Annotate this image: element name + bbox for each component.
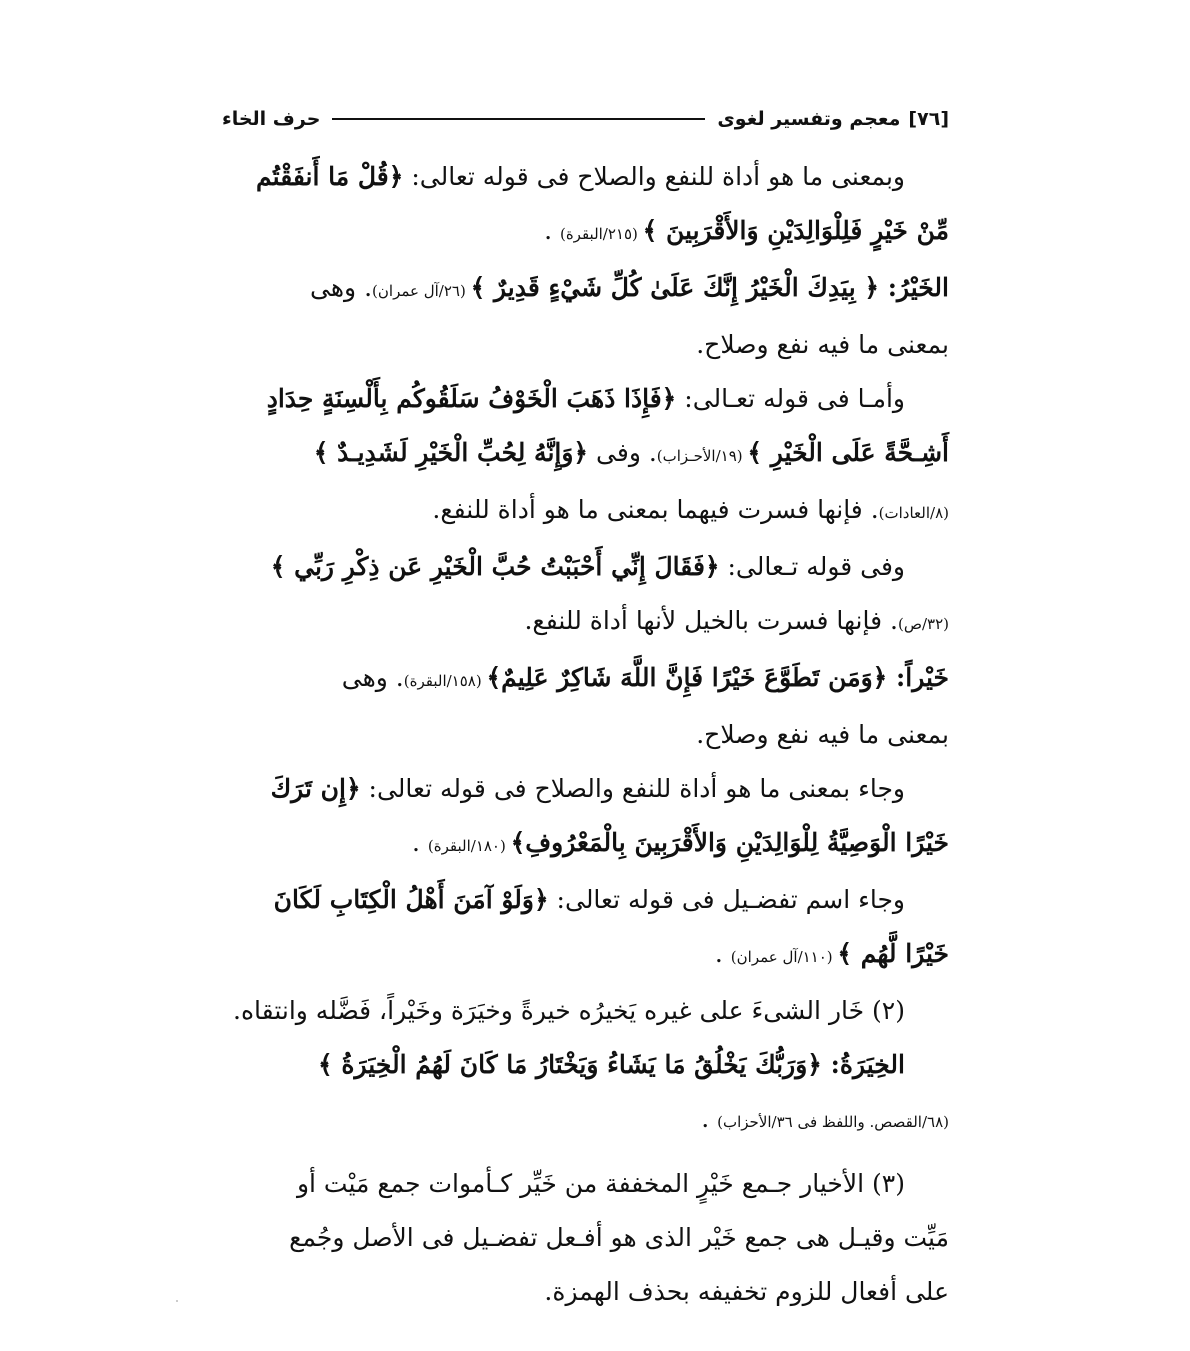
text-line: خَيْراً: ﴿وَمَن تَطَوَّعَ خَيْرًا فَإِنَّ اللَّهَ شَاكِرٌ عَلِيمٌ﴾ (١٥٨/البقرة). وهى xyxy=(341,663,949,692)
verse-reference: (٣٢/ص) xyxy=(897,615,949,633)
quran-verse: ﴿فَإِذَا ذَهَبَ الْخَوْفُ سَلَقُوكُم بِأَلْسِنَةٍ حِدَادٍ xyxy=(266,384,677,413)
verse-reference: (١٨٠/البقرة) xyxy=(427,837,511,855)
quran-verse: ﴿ بِيَدِكَ الْخَيْرُ إِنَّكَ عَلَىٰ كُلِّ شَيْءٍ قَدِيرٌ ﴾ xyxy=(470,273,880,302)
verse-reference: (٨/العادات) xyxy=(878,504,949,522)
text-line: مَيِّت وقيـل هى جمع خَيْر الذى هو أفـعل تفضـيل فى الأصل وجُمع xyxy=(289,1223,949,1252)
verse-reference: (١٥٨/البقرة) xyxy=(403,672,487,690)
verse-reference: (٦٨/القصص. واللفظ فى ٣٦/الأحزاب) xyxy=(717,1113,949,1131)
text-line: (٦٨/القصص. واللفظ فى ٣٦/الأحزاب) . xyxy=(701,1104,949,1133)
quran-verse: أَشِـحَّةً عَلَى الْخَيْرِ ﴾ xyxy=(747,438,949,467)
verse-reference: (٢١٥/البقرة) xyxy=(559,225,643,243)
text-line: على أفعال للزوم تخفيفه بحذف الهمزة. xyxy=(544,1277,949,1306)
quran-verse: ﴿وَرَبُّكَ يَخْلُقُ مَا يَشَاءُ وَيَخْتَارُ مَا كَانَ لَهُمُ الْخِيَرَةُ ﴾ xyxy=(318,1050,822,1079)
header-rule xyxy=(332,118,705,120)
quran-verse: مِّنْ خَيْرٍ فَلِلْوَالِدَيْنِ وَالأَقْرَبِينَ ﴾ xyxy=(642,216,949,245)
page-number: [٧٦] xyxy=(908,108,949,130)
quran-verse: ﴿قُلْ مَا أَنفَقْتُم xyxy=(256,162,404,191)
quran-verse: ﴿فَقَالَ إِنِّي أَحْبَبْتُ حُبَّ الْخَيْرِ عَن ذِكْرِ رَبِّي ﴾ xyxy=(270,552,720,581)
text-line: أَشِـحَّةً عَلَى الْخَيْرِ ﴾ (١٩/الأحـزاب). وفى ﴿وَإِنَّهُ لِحُبِّ الْخَيْرِ لَشَدِيـدٌ ﴾ xyxy=(313,438,949,467)
text-line: (٢) خَار الشىءَ على غيره يَخيرُه خيرةً وخيَرَة وخَيْراً، فَضَّله وانتقاه. xyxy=(233,996,905,1025)
scan-speck xyxy=(176,1300,178,1302)
text-line xyxy=(222,1038,949,1092)
quran-verse: خَيْرًا لَّهُم ﴾ xyxy=(837,939,949,968)
quran-verse: ﴿وَلَوْ آمَنَ أَهْلُ الْكِتَابِ لَكَانَ xyxy=(273,885,549,914)
entry-headword: الخِيَرَةُ: xyxy=(821,1050,905,1079)
entry-headword: الخَيْرُ: xyxy=(879,273,949,302)
verse-reference: (١٩/الأحـزاب) xyxy=(656,447,748,465)
text-line: (٨/العادات). فإنها فسرت فيهما بمعنى ما هو أداة للنفع. xyxy=(432,495,949,524)
text-line: وبمعنى ما هو أداة للنفع والصلاح فى قوله تعالى: ﴿قُلْ مَا أَنفَقْتُم xyxy=(256,162,905,191)
section-title: حرف الخاء xyxy=(222,108,321,130)
text-line: وأمـا فى قوله تعـالى: ﴿فَإِذَا ذَهَبَ الْخَوْفُ سَلَقُوكُم بِأَلْسِنَةٍ حِدَادٍ xyxy=(266,384,905,413)
text-line: خَيْرًا لَّهُم ﴾ (١١٠/آل عمران) . xyxy=(714,939,949,968)
verse-reference: (٢٦/آل عمران) xyxy=(372,282,471,300)
text-line: وفى قوله تـعالى: ﴿فَقَالَ إِنِّي أَحْبَبْتُ حُبَّ الْخَيْرِ عَن ذِكْرِ رَبِّي ﴾ xyxy=(270,552,905,581)
text-line: الخَيْرُ: ﴿ بِيَدِكَ الْخَيْرُ إِنَّكَ عَلَىٰ كُلِّ شَيْءٍ قَدِيرٌ ﴾ (٢٦/آل عمران). وهى xyxy=(310,273,949,302)
quran-verse: ﴿إِن تَرَكَ xyxy=(270,774,361,803)
verse-reference: (١١٠/آل عمران) xyxy=(730,948,838,966)
text-line: خَيْرًا الْوَصِيَّةُ لِلْوَالِدَيْنِ وَالأَقْرَبِينَ بِالْمَعْرُوفِ﴾ (١٨٠/البقرة) . xyxy=(412,828,949,857)
page-header xyxy=(222,102,949,136)
page-body xyxy=(222,150,949,1319)
quran-verse: ﴿وَإِنَّهُ لِحُبِّ الْخَيْرِ لَشَدِيـدٌ ﴾ xyxy=(313,438,589,467)
text-line: بمعنى ما فيه نفع وصلاح. xyxy=(696,720,949,749)
book-title: معجم وتفسير لغوى xyxy=(717,108,901,130)
text-line: (٣٢/ص). فإنها فسرت بالخيل لأنها أداة للنفع. xyxy=(524,606,949,635)
entry-headword: خَيْراً: xyxy=(887,663,949,692)
text-line: (٣) الأخيار جـمع خَيْرٍ المخففة من خَيِّر كـأموات جمع مَيْت أو xyxy=(296,1169,905,1198)
text-line: بمعنى ما فيه نفع وصلاح. xyxy=(696,330,949,359)
quran-verse: ﴿وَمَن تَطَوَّعَ خَيْرًا فَإِنَّ اللَّهَ شَاكِرٌ عَلِيمٌ﴾ xyxy=(486,663,888,692)
text-line: مِّنْ خَيْرٍ فَلِلْوَالِدَيْنِ وَالأَقْرَبِينَ ﴾ (٢١٥/البقرة) . xyxy=(544,216,949,245)
text-line: وجاء بمعنى ما هو أداة للنفع والصلاح فى قوله تعالى: ﴿إِن تَرَكَ xyxy=(270,774,905,803)
text-line: وجاء اسم تفضـيل فى قوله تعالى: ﴿وَلَوْ آمَنَ أَهْلُ الْكِتَابِ لَكَانَ xyxy=(273,885,905,914)
quran-verse: خَيْرًا الْوَصِيَّةُ لِلْوَالِدَيْنِ وَالأَقْرَبِينَ بِالْمَعْرُوفِ﴾ xyxy=(510,828,949,857)
